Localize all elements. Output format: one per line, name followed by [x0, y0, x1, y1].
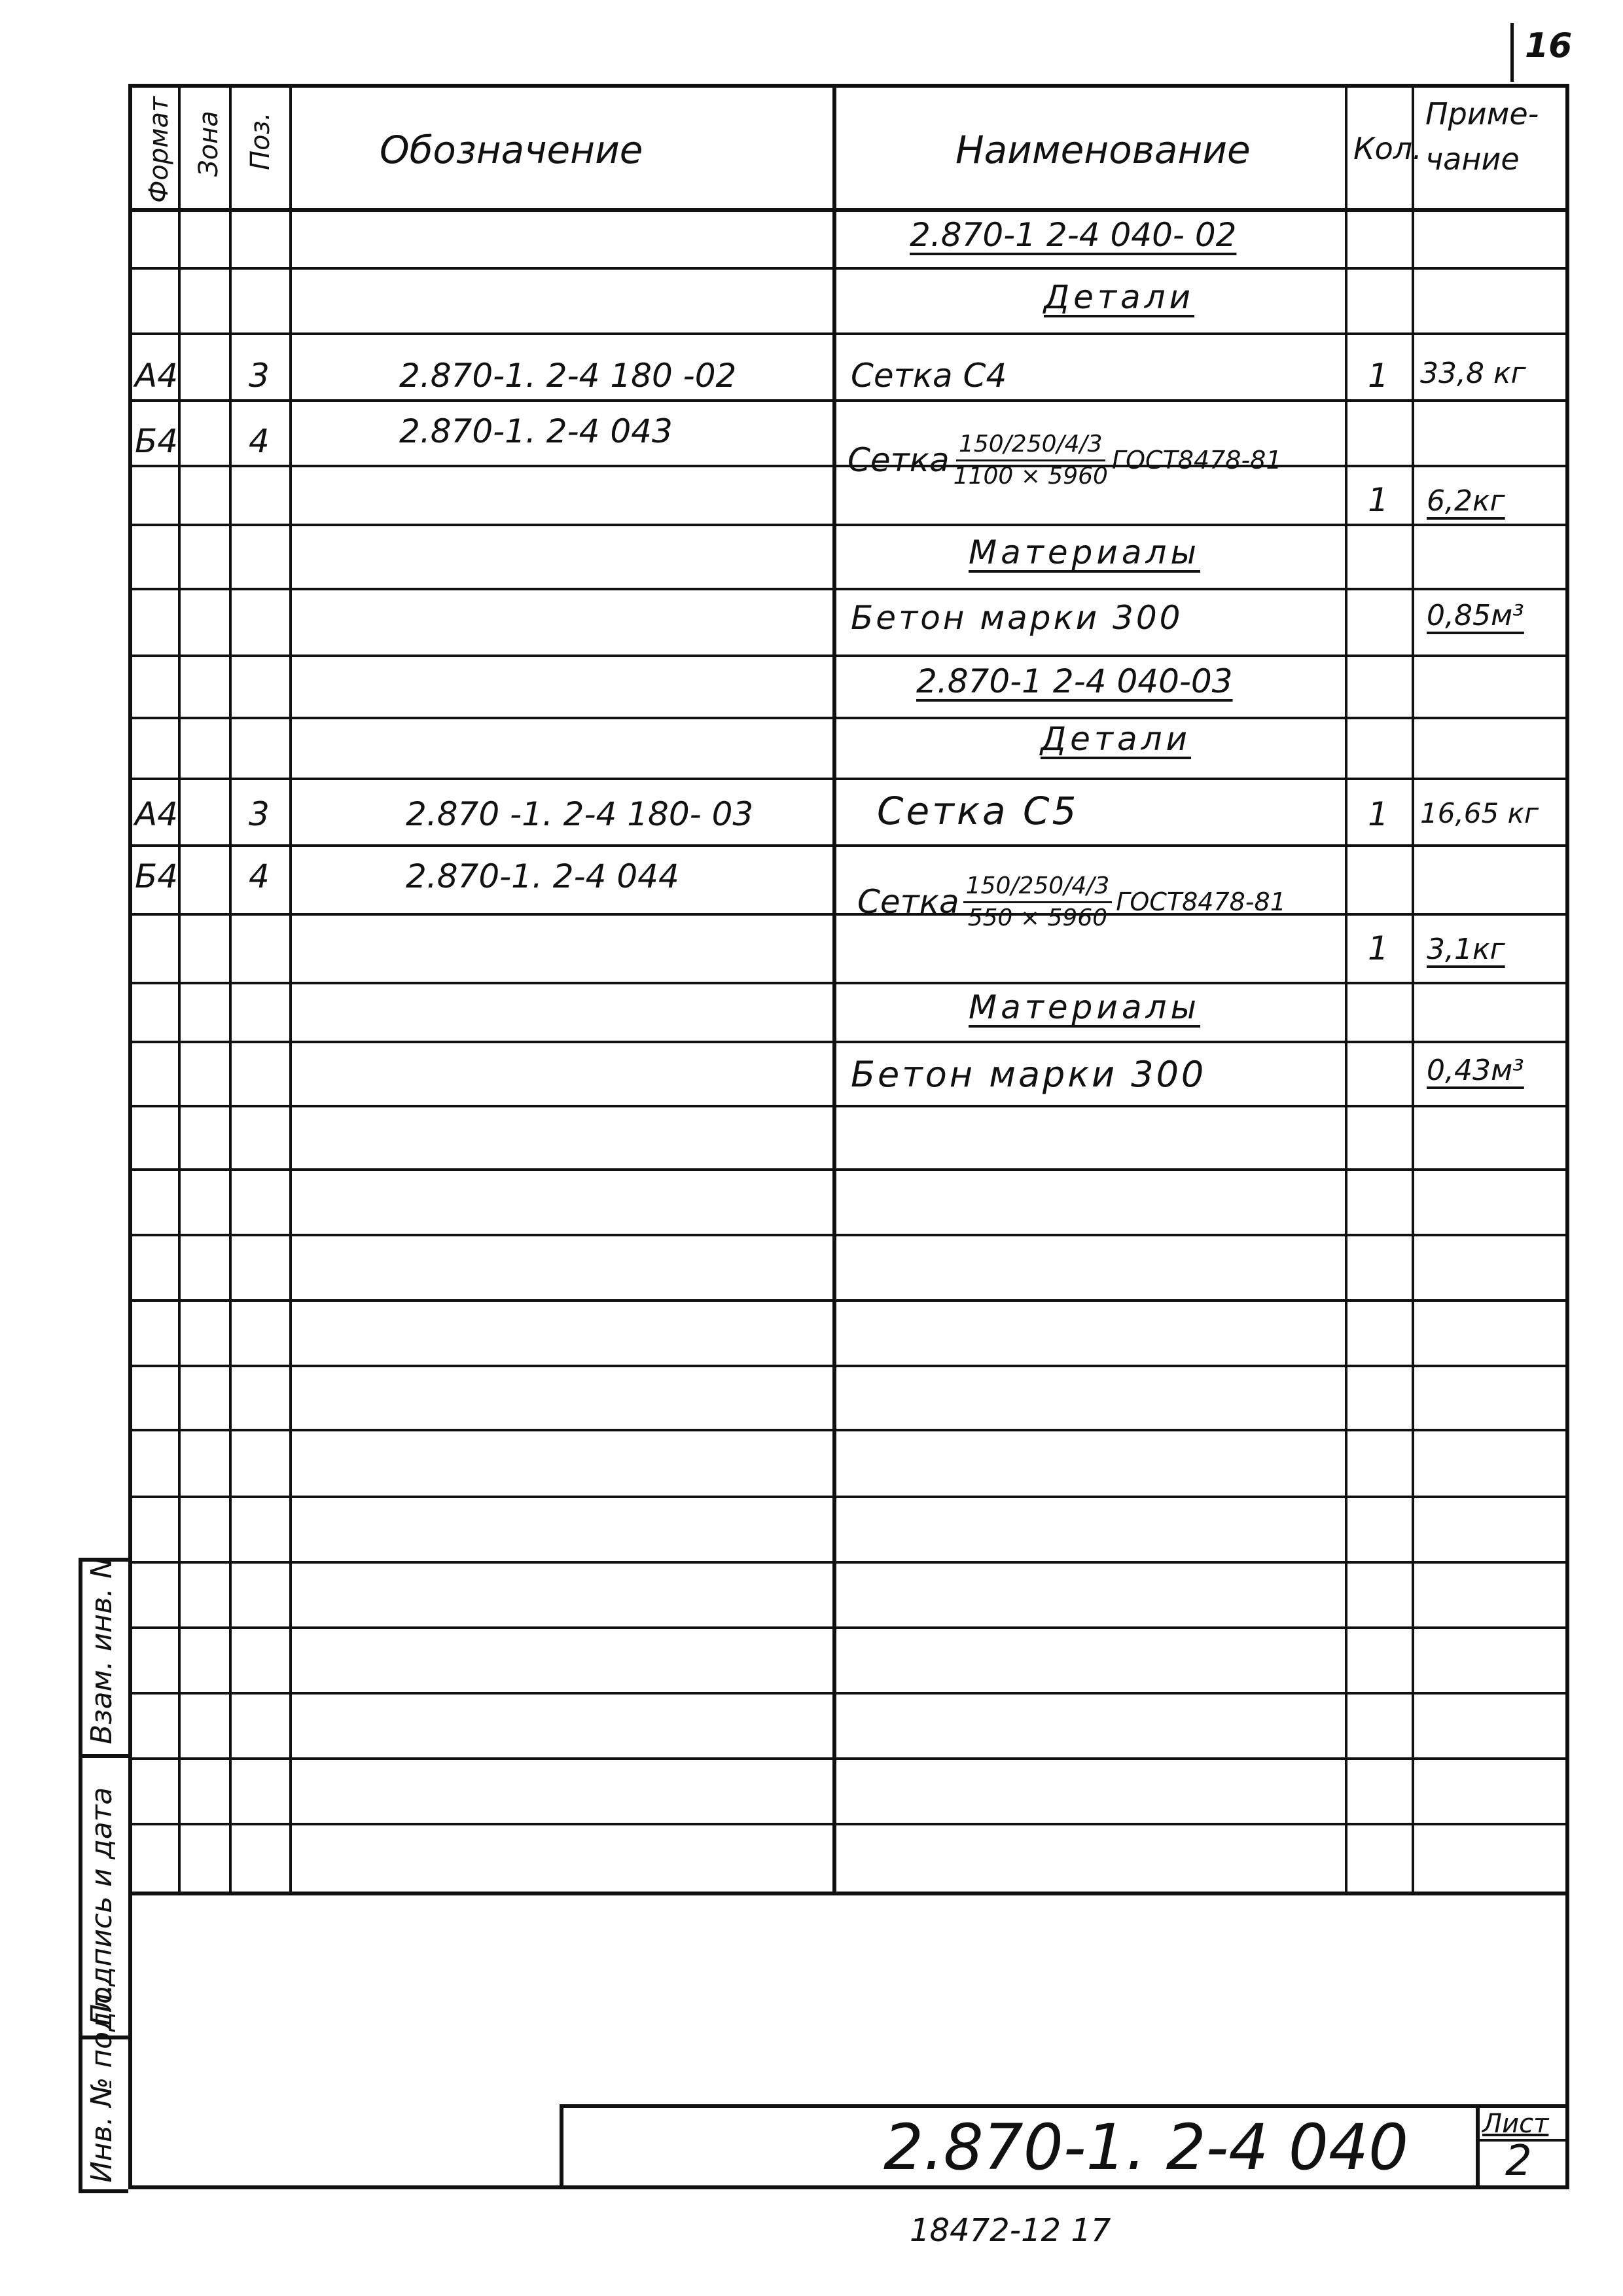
row-line: [128, 655, 1569, 657]
row-line: [128, 717, 1569, 719]
page-number-mark: [1510, 23, 1514, 82]
row-designation: 2.870-1. 2-4 180 -02: [399, 357, 737, 395]
row-designation: 2.870-1. 2-4 044: [406, 857, 679, 895]
row-qty: 1: [1368, 481, 1389, 519]
side-block-line: [79, 1754, 128, 1758]
row-qty: 1: [1368, 357, 1389, 395]
row-name: Бетон марки 300: [851, 599, 1183, 637]
row-line: [128, 1234, 1569, 1236]
fraction-denominator: 1100 × 5960: [953, 462, 1108, 490]
row-line: [128, 778, 1569, 780]
row-line: [128, 1429, 1569, 1431]
header-format: Формат: [144, 96, 174, 203]
row-format: Б4: [135, 857, 179, 895]
row-line: [128, 1823, 1569, 1825]
row-note: 33,8 кг: [1420, 357, 1526, 390]
header-name: Наименование: [955, 128, 1251, 172]
header-note: [1425, 92, 1539, 182]
subsection-title: Материалы: [969, 533, 1200, 571]
col-divider-designation: [832, 84, 836, 1892]
row-designation: 2.870-1. 2-4 043: [399, 412, 673, 450]
label-sign-date: Подпись и дата: [85, 1787, 118, 2026]
row-pos: 3: [249, 795, 270, 833]
section-title: 2.870-1 2-4 040-03: [916, 662, 1233, 700]
row-format: А4: [135, 795, 179, 833]
col-divider-name: [1345, 84, 1347, 1892]
row-line: [128, 332, 1569, 335]
row-note: 6,2кг: [1427, 484, 1505, 518]
row-name: [857, 874, 1286, 931]
side-block-border: [79, 1558, 82, 2189]
side-block-line: [79, 2189, 128, 2193]
col-divider-qty: [1412, 84, 1414, 1892]
table-bottom-line: [128, 1892, 1569, 1895]
row-line: [128, 913, 1569, 916]
col-divider-zone: [229, 84, 232, 1892]
row-pos: 4: [249, 422, 270, 460]
row-name-prefix: Сетка: [847, 441, 950, 480]
row-name: Бетон марки 300: [851, 1054, 1207, 1095]
row-format: А4: [135, 357, 179, 395]
section-title: 2.870-1 2-4 040- 02: [910, 216, 1237, 254]
row-name: Сетка С5: [877, 789, 1079, 833]
title-block-top: [560, 2104, 1569, 2108]
row-format: Б4: [135, 422, 179, 460]
row-note: 16,65 кг: [1420, 797, 1539, 829]
label-replace-inv: Взам. инв. N: [85, 1557, 118, 1744]
sheet-label: Лист: [1482, 2109, 1549, 2139]
header-divider: [128, 208, 1569, 212]
header-note-line1: Приме-: [1425, 96, 1539, 132]
row-pos: 4: [249, 857, 270, 895]
row-line: [128, 1105, 1569, 1107]
row-note: 3,1кг: [1427, 933, 1505, 966]
row-line: [128, 267, 1569, 270]
row-line: [128, 982, 1569, 984]
row-note: 0,85м³: [1427, 599, 1524, 632]
page-number: 16: [1525, 26, 1573, 65]
row-qty: 1: [1368, 795, 1389, 833]
row-qty: 1: [1368, 929, 1389, 967]
header-note-line2: чание: [1425, 141, 1520, 177]
row-note: 0,43м³: [1427, 1054, 1524, 1087]
title-block-left: [560, 2104, 563, 2189]
row-name: Сетка С4: [851, 357, 1007, 395]
document-code: 2.870-1. 2-4 040: [883, 2111, 1409, 2184]
row-pos: 3: [249, 357, 270, 395]
col-divider-format: [178, 84, 181, 1892]
row-line: [128, 1626, 1569, 1629]
sheet-number: 2: [1505, 2137, 1532, 2185]
row-name-suffix: ГОСТ8478-81: [1111, 446, 1282, 475]
footer-code: 18472-12 17: [910, 2212, 1111, 2249]
row-line: [128, 588, 1569, 590]
subsection-title: Материалы: [969, 988, 1200, 1026]
row-line: [128, 524, 1569, 526]
row-designation: 2.870 -1. 2-4 180- 03: [406, 795, 754, 833]
row-line: [128, 1041, 1569, 1043]
row-line: [128, 1496, 1569, 1498]
mesh-fraction: [954, 432, 1108, 489]
col-divider-pos: [289, 84, 292, 1892]
row-line: [128, 1757, 1569, 1760]
subsection-title: Детали: [1041, 720, 1192, 758]
row-line: [128, 1561, 1569, 1564]
row-line: [128, 1299, 1569, 1302]
row-name-suffix: ГОСТ8478-81: [1116, 888, 1286, 917]
header-designation: Обозначение: [380, 128, 643, 172]
row-line: [128, 844, 1569, 847]
row-line: [128, 1365, 1569, 1367]
row-name: [847, 432, 1282, 489]
subsection-title: Детали: [1044, 278, 1195, 316]
mesh-fraction: [963, 874, 1113, 931]
row-line: [128, 1168, 1569, 1171]
fraction-denominator: 550 × 5960: [967, 904, 1108, 931]
row-name-prefix: Сетка: [857, 883, 959, 922]
row-line: [128, 399, 1569, 402]
title-block-sheet-divider: [1476, 2104, 1480, 2189]
row-line: [128, 1692, 1569, 1695]
header-pos: Поз.: [245, 112, 276, 170]
header-qty: Кол.: [1353, 131, 1422, 166]
fraction-numerator: 150/250/4/3: [956, 432, 1105, 461]
label-inv-original: Инв. № подл.: [85, 1984, 118, 2183]
fraction-numerator: 150/250/4/3: [963, 874, 1113, 903]
header-zone: Зона: [194, 111, 224, 177]
